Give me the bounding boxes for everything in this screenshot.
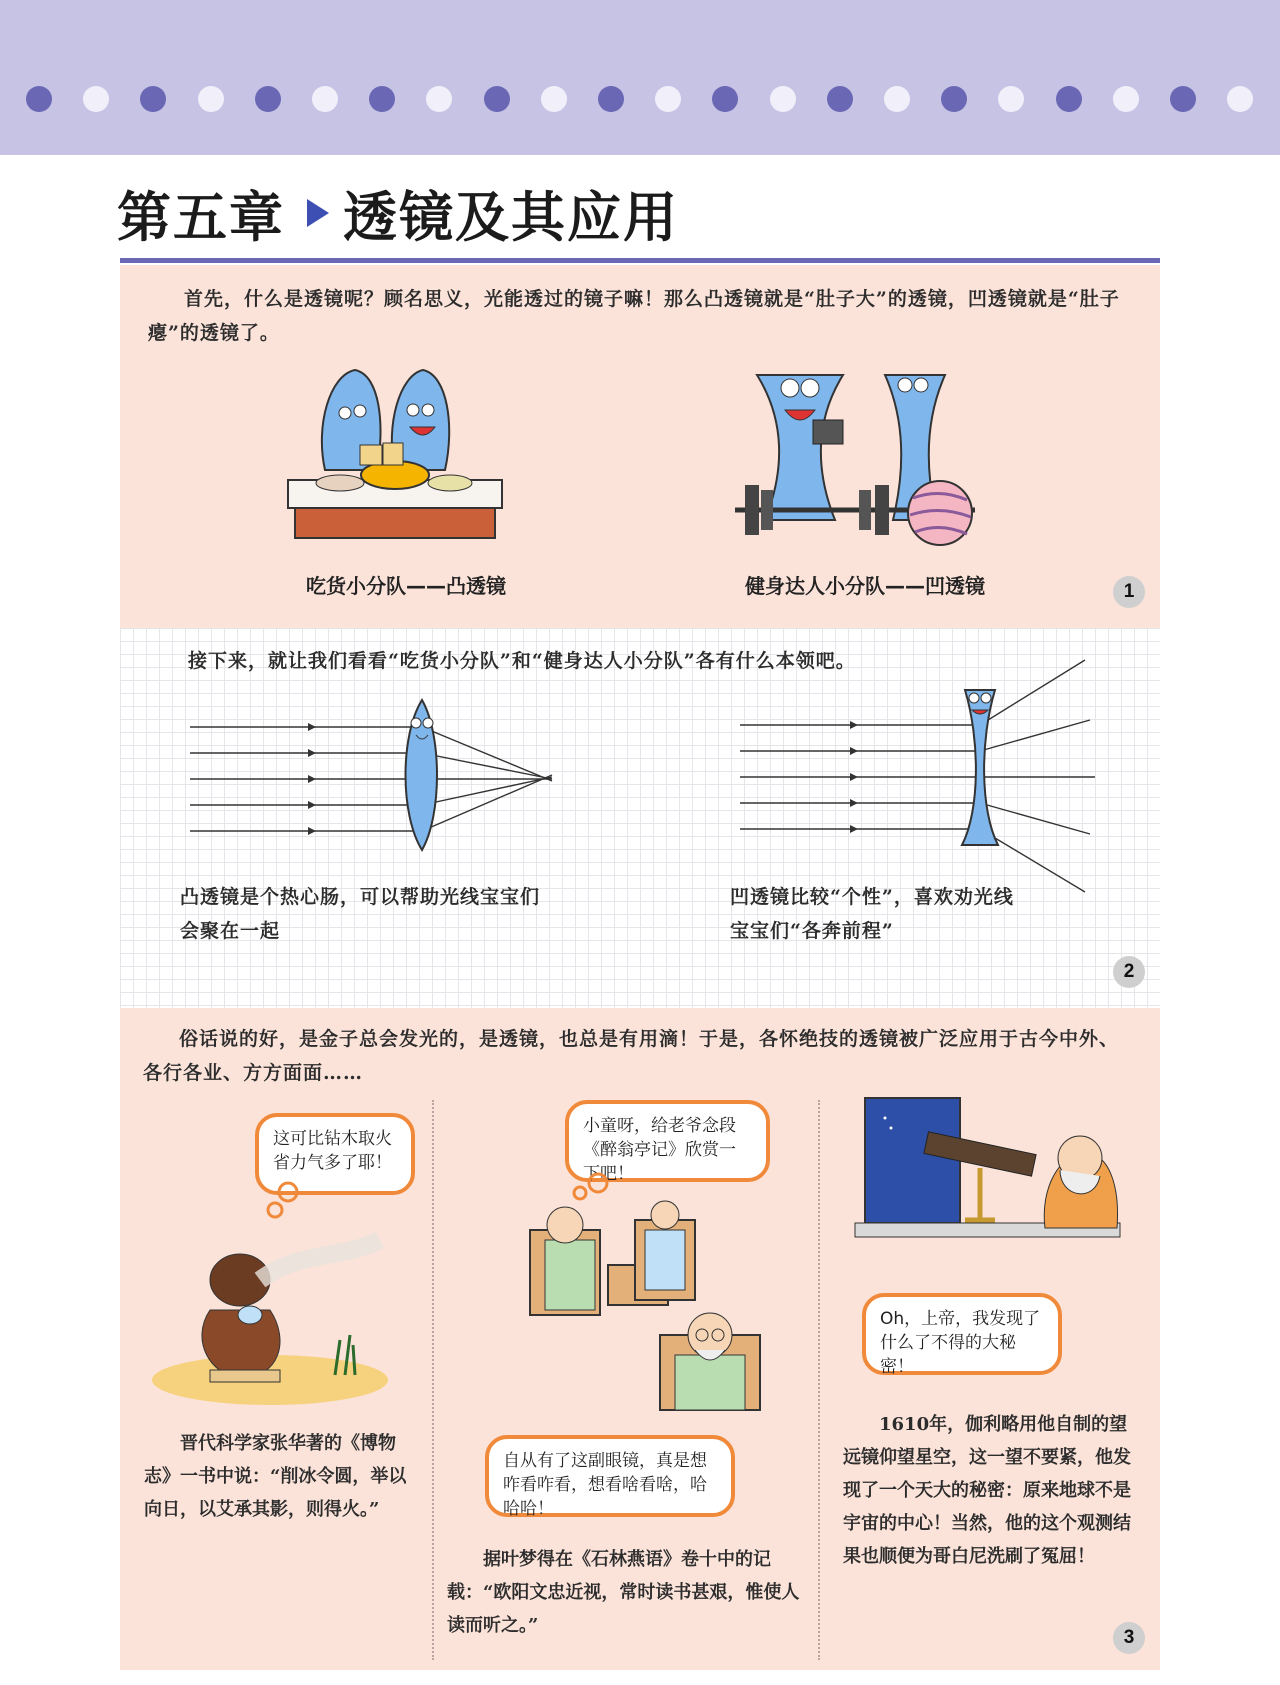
header-dot: [712, 86, 738, 112]
play-triangle-icon: [307, 199, 329, 227]
panel2-intro: 接下来，就让我们看看“吃货小分队”和“健身达人小分队”各有什么本领吧。: [188, 650, 856, 672]
header-dot: [598, 86, 624, 112]
convex-lens-ray-diagram: [190, 695, 560, 855]
header-dot: [1113, 86, 1139, 112]
header-dot: [998, 86, 1024, 112]
galileo-telescope-illustration: [855, 1098, 1120, 1238]
header-dot: [655, 86, 681, 112]
concave-lens-ray-diagram: [740, 660, 1100, 890]
concave-explanation-line-2: 宝宝们“各奔前程”: [730, 920, 894, 942]
speech-bubble-reading: 小童呀，给老爷念段《醉翁亭记》欣赏一下吧！: [565, 1100, 770, 1182]
concave-lens-fitness-illustration: [735, 370, 985, 545]
panel-number-badge: 2: [1113, 956, 1145, 988]
header-dot: [369, 86, 395, 112]
header-dot: [884, 86, 910, 112]
caption-convex: 吃货小分队——凸透镜: [306, 574, 506, 598]
title-rule: [120, 258, 1160, 263]
header-dot: [1227, 86, 1253, 112]
header-dot: [83, 86, 109, 112]
convex-lens-eating-illustration: [285, 365, 505, 540]
header-dot: [198, 86, 224, 112]
speech-bubble-glasses: 自从有了这副眼镜，真是想咋看咋看，想看啥看啥，哈哈哈！: [485, 1435, 735, 1517]
panel1-intro: 首先，什么是透镜呢？顾名思义，光能透过的镜子嘛！那么凸透镜就是“肚子大”的透镜，凹透镜就是“肚子瘪”的透镜了。: [148, 288, 1120, 344]
page-title: [117, 178, 679, 248]
ancient-fire-making-illustration: [150, 1200, 395, 1405]
header-dot: [1056, 86, 1082, 112]
chapter-title: 透镜及其应用: [343, 185, 679, 249]
header-dot: [770, 86, 796, 112]
header-dot: [541, 86, 567, 112]
convex-explanation-line-2: 会聚在一起: [180, 920, 281, 942]
caption-concave: 健身达人小分队——凹透镜: [745, 574, 985, 598]
concave-explanation: [730, 880, 1090, 948]
column-divider: [818, 1100, 820, 1660]
concave-explanation-line-1: 凹透镜比较“个性”，喜欢劝光线: [730, 886, 1014, 908]
header-dot: [312, 86, 338, 112]
header-dot: [26, 86, 52, 112]
chapter-label: 第五章: [117, 185, 285, 249]
header-dot: [255, 86, 281, 112]
panel-number-badge: 1: [1113, 576, 1145, 608]
header-dot: [140, 86, 166, 112]
header-band: [0, 0, 1280, 155]
panel3-intro: 俗话说的好，是金子总会发光的，是透镜，也总是有用滴！于是，各怀绝技的透镜被广泛应用于古今中外、各行各业、方方面面……: [143, 1028, 1120, 1084]
column-divider: [432, 1100, 434, 1660]
ancient-reading-illustration: [530, 1185, 770, 1415]
speech-bubble-galileo: Oh，上帝，我发现了什么了不得的大秘密！: [862, 1293, 1062, 1375]
convex-explanation: [180, 880, 600, 948]
convex-explanation-line-1: 凸透镜是个热心肠，可以帮助光线宝宝们: [180, 886, 541, 908]
panel-number-badge: 3: [1113, 1622, 1145, 1654]
header-dot: [941, 86, 967, 112]
col3-text: 1610年，伽利略用他自制的望远镜仰望星空，这一望不要紧，他发现了一个天大的秘密：原来地球不是宇宙的中心！当然，他的这个观测结果也顺便为哥白尼洗刷了冤屈！: [843, 1414, 1131, 1567]
header-dot: [426, 86, 452, 112]
header-dot: [1170, 86, 1196, 112]
header-dot: [484, 86, 510, 112]
speech-bubble-fire: 这可比钻木取火省力气多了耶！: [255, 1113, 415, 1195]
col2-text: 据叶梦得在《石林燕语》卷十中的记载：“欧阳文忠近视，常时读书甚艰，惟使人读而听之。”: [447, 1549, 800, 1636]
header-dot: [827, 86, 853, 112]
dot-row: [0, 82, 1280, 116]
col1-text: 晋代科学家张华著的《博物志》一书中说：“削冰令圆，举以向日，以艾承其影，则得火。”: [144, 1433, 407, 1520]
